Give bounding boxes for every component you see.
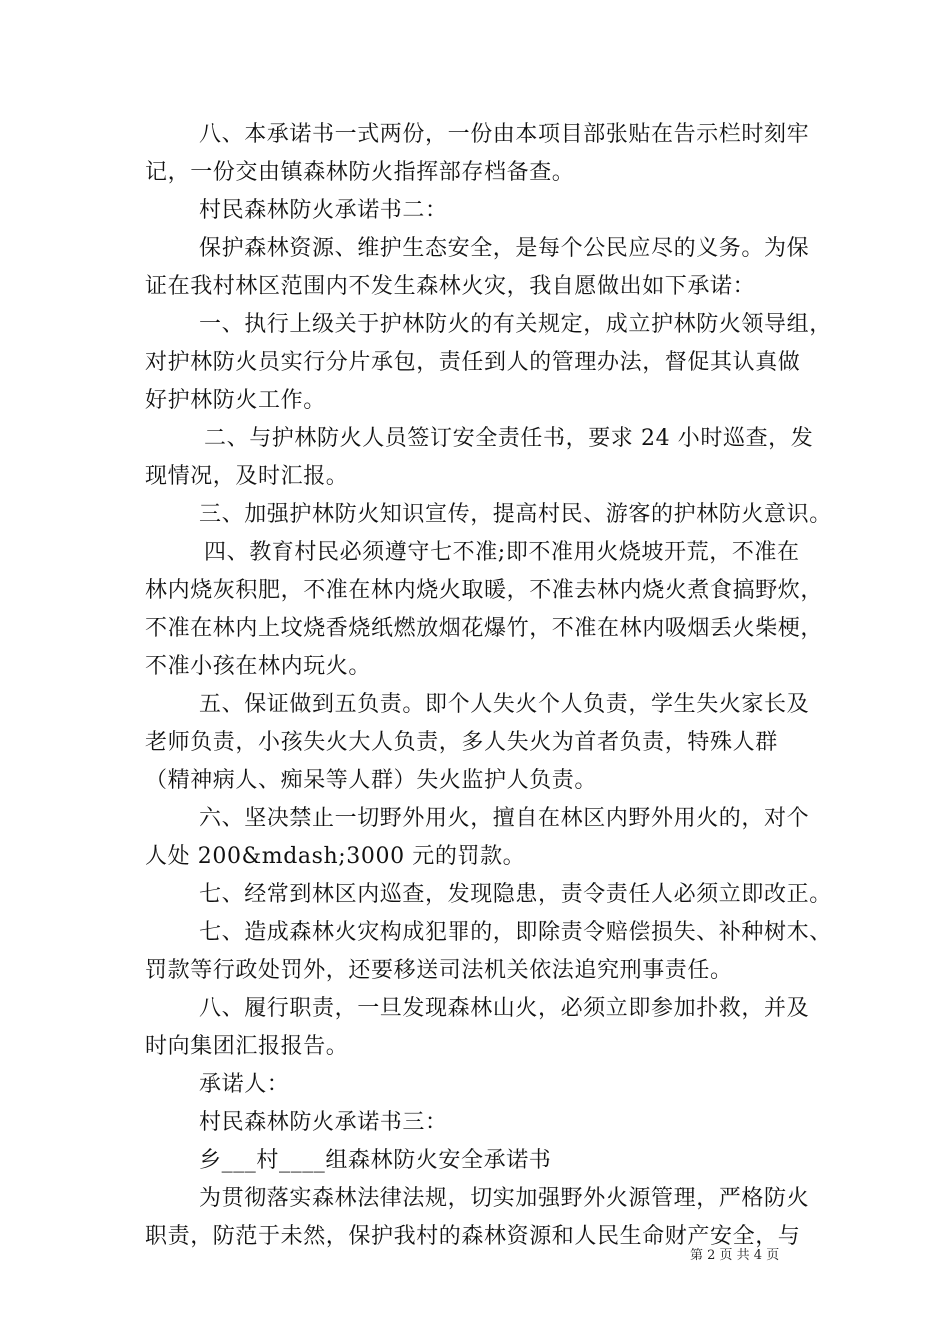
text-line: 六、坚决禁止一切野外用火，擅自在林区内野外用火的，对个	[199, 806, 810, 831]
text-line: 记，一份交由镇森林防火指挥部存档备查。	[145, 160, 575, 185]
text-line: 二、与护林防火人员签订安全责任书，要求 24 小时巡查，发	[204, 426, 814, 451]
text-line: 七、造成森林火灾构成犯罪的，即除责令赔偿损失、补种树木、	[199, 920, 832, 945]
section-heading: 村民森林防火承诺书二：	[199, 198, 448, 223]
text-line: 七、经常到林区内巡查，发现隐患，责令责任人必须立即改正。	[199, 882, 832, 907]
text-line: 证在我村林区范围内不发生森林火灾，我自愿做出如下承诺：	[145, 274, 756, 299]
text-line: 为贯彻落实森林法律法规，切实加强野外火源管理，严格防火	[199, 1186, 810, 1211]
text-line: 八、本承诺书一式两份，一份由本项目部张贴在告示栏时刻牢	[199, 122, 810, 147]
text-line: 职责，防范于未然，保护我村的森林资源和人民生命财产安全，与	[145, 1224, 801, 1249]
section-heading: 乡___村____组森林防火安全承诺书	[199, 1148, 552, 1173]
text-line: 保护森林资源、维护生态安全，是每个公民应尽的义务。为保	[199, 236, 810, 261]
text-line: 四、教育村民必须遵守七不准;即不准用火烧坡开荒，不准在	[204, 540, 800, 565]
signature-label: 承诺人：	[199, 1072, 290, 1097]
page-number: 第 2 页 共 4 页	[690, 1248, 780, 1263]
text-line: 人处 200&mdash;3000 元的罚款。	[145, 844, 526, 869]
text-line: （精神病人、痴呆等人群）失火监护人负责。	[145, 768, 598, 793]
section-heading: 村民森林防火承诺书三：	[199, 1110, 448, 1135]
text-line: 八、履行职责，一旦发现森林山火，必须立即参加扑救，并及	[199, 996, 810, 1021]
text-line: 好护林防火工作。	[145, 388, 326, 413]
text-line: 三、加强护林防火知识宣传，提高村民、游客的护林防火意识。	[199, 502, 832, 527]
text-line: 罚款等行政处罚外，还要移送司法机关依法追究刑事责任。	[145, 958, 733, 983]
text-line: 对护林防火员实行分片承包，责任到人的管理办法，督促其认真做	[145, 350, 801, 375]
text-line: 老师负责，小孩失火大人负责，多人失火为首者负责，特殊人群	[145, 730, 778, 755]
text-line: 时向集团汇报报告。	[145, 1034, 349, 1059]
text-line: 不准在林内上坟烧香烧纸燃放烟花爆竹，不准在林内吸烟丢火柴梗，	[145, 616, 824, 641]
text-line: 林内烧灰积肥，不准在林内烧火取暖，不准去林内烧火煮食搞野炊，	[145, 578, 824, 603]
text-line: 不准小孩在林内玩火。	[145, 654, 372, 679]
text-line: 现情况，及时汇报。	[145, 464, 349, 489]
text-line: 五、保证做到五负责。即个人失火个人负责，学生失火家长及	[199, 692, 810, 717]
text-line: 一、执行上级关于护林防火的有关规定，成立护林防火领导组，	[199, 312, 832, 337]
